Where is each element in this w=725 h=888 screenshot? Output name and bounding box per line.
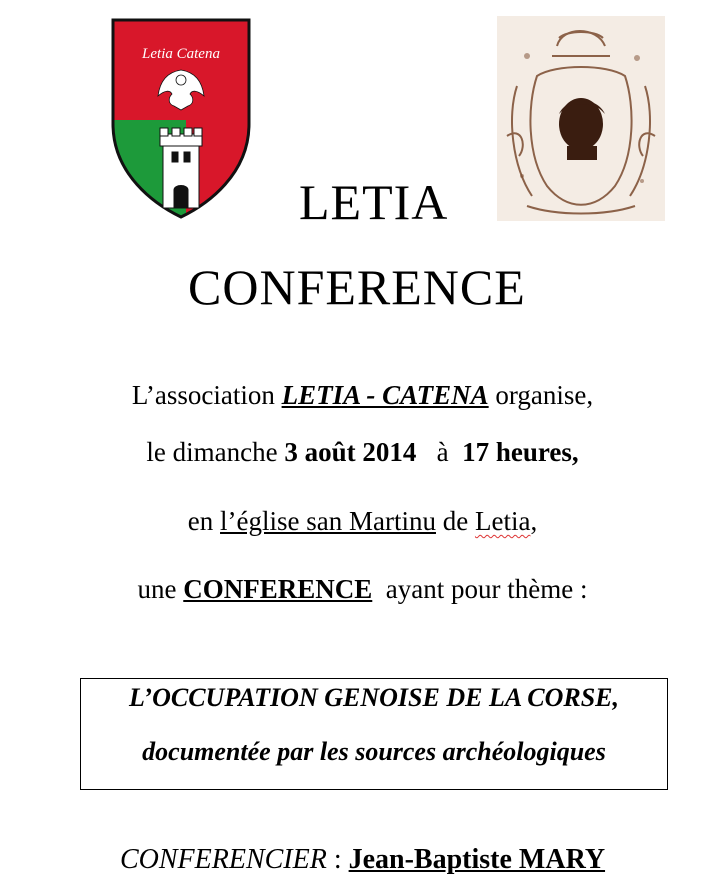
theme-prefix: une	[137, 574, 184, 604]
intro-line-date	[0, 437, 725, 468]
intro-organise-suffix: organise,	[488, 380, 594, 410]
venue-church: l’église san Martinu	[220, 506, 436, 536]
speaker-line	[0, 844, 725, 876]
theme-suffix: ayant pour thème :	[372, 574, 588, 604]
intro-line-theme	[0, 574, 725, 605]
intro-association-prefix: L’association	[131, 380, 282, 410]
speaker-separator: :	[326, 844, 349, 875]
venue-de: de	[435, 506, 475, 536]
venue-comma: ,	[530, 506, 538, 536]
date-prefix: le dimanche	[146, 437, 285, 467]
theme-title-line1: L’OCCUPATION GENOISE DE LA CORSE,	[128, 683, 619, 712]
intro-line-association	[0, 380, 725, 411]
svg-text:Letia Catena: Letia Catena	[142, 46, 220, 62]
title-letia: LETIA	[299, 174, 449, 230]
speaker-name: Jean-Baptiste MARY	[348, 844, 606, 875]
venue-prefix: en	[187, 506, 221, 536]
event-date: 3 août 2014	[284, 437, 417, 467]
association-name: LETIA - CATENA	[281, 380, 489, 410]
theme-title-line2: documentée par les sources archéologiques	[142, 737, 606, 766]
coat-of-arms-engraving-image	[497, 16, 665, 221]
intro-line-venue	[0, 506, 725, 537]
speaker-label: CONFERENCIER	[119, 844, 327, 875]
conference-word: CONFERENCE	[183, 574, 373, 604]
venue-town: Letia	[474, 506, 531, 536]
letia-catena-crest-logo	[108, 14, 254, 220]
event-time: 17 heures,	[462, 437, 579, 467]
title-conference: CONFERENCE	[188, 259, 526, 315]
date-time-separator: à	[416, 437, 463, 467]
